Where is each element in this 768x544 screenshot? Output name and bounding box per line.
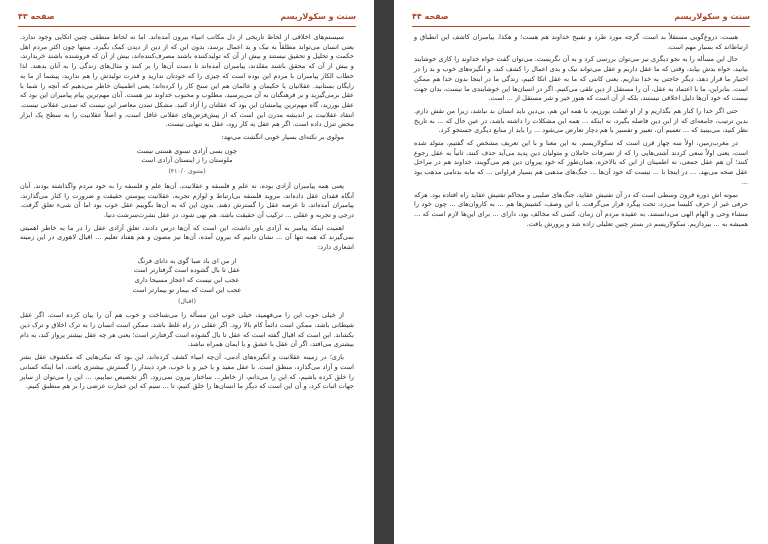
page-number: صفحه ۴۴: [412, 12, 449, 21]
verse-source: (مثنوی ۴۱۰/۰): [168, 168, 206, 176]
verse-line: از من ای باد صبا گوی به دانای فرنگ: [137, 256, 237, 265]
paragraph: حال این مسأله را به نحو دیگری نیز می‌توان بررسی کرد و به آن نگریست. می‌توان گفت خواه خداوند را کاری خوشایند بیابید، خواه بدش بیابد، وقتی که ما عقل داریم و عقل می‌تواند نیک و بدی اعمال را کشف کند، و انگیزه‌های خوب و بد را در اختیار ما قرار دهد، دیگر حاجتی به خدا نداریم. یعنی کانتی که ما به عقل اتکا کنیم، زندگی ما در اینجا بدون خدا هم ممکن است. بنابراین، ما با اعتماد به عقل، آن را مستقل از دین تلقی می‌کنیم. اگر در انسان‌ها این خوشایندی ما نیست، بدان جهت نیست که خود آن‌ها دلیل اخلاقی نیستند، بلکه از آن است که هنوز خیر و شر مستقل از ... است.: [414, 55, 748, 103]
page-43: [0, 0, 374, 544]
running-title: سنت و سکولاریسم: [280, 12, 356, 21]
paragraph: نمونه اش دوره قرون وسطی است که در آن تفتیش عقاید، جنگ‌های صلیبی و محاکم تفتیش عقاید راه افتاده بود. هرکه حرفی غیر از حرف کلیسا می‌زد، تحت پیگرد قرار می‌گرفت. با این وصف، کشیش‌ها هم ... به کاروان‌های ... چون خود را منشاء وحی و الهام الهی می‌دانستند. به عقیده مردم آن زمان، کسی که مخالف بود، دارای ... برای این‌ها لازم است که ... همیشه به ... بپردازیم. سکولاریسم در بستر چنین تعلیلی زاده شد و پرورش یافت.: [414, 190, 748, 228]
header-rule: [18, 26, 356, 27]
page-body: [20, 33, 354, 536]
verse-line: ملوستان را ز اینستان آزادی است: [141, 156, 233, 165]
header-rule: [412, 26, 750, 27]
paragraph: هست. دروغ‌گویی مستقلاً بد است، گرچه مورد طرد و تقبیح خداوند هم هست؛ و هکذا. پیامبران کاشف این انطباق و ارتباط‌اند که بسیار مهم است.: [414, 33, 748, 51]
page-gutter: [374, 0, 394, 544]
page-44: [394, 0, 768, 544]
page-body: [414, 33, 748, 536]
paragraph: حتی اگر خدا را کنار هم بگذاریم و از او غفلت بورزیم، با همه این هم، بی‌دین باید انسان بد نباشد، زیرا من نقش دارم. بدین ترتیب، جامعه‌ای که از این دین فاصله بگیرد، نه اینکه ... همه این مشکلات را داشته باشد، در عین حال که ... به تاریخ نظر کنید، می‌بینید که ... تعمیم آن، تعبیر و تفسیر با هم دچار تعارض می‌شود ... را باید از منابع دیگری جستجو کرد.: [414, 106, 748, 135]
verse-line: چون بسی آزادی تسوی هستی نیست: [136, 146, 238, 155]
poem: [20, 147, 354, 177]
verse-source: (اقبال): [178, 297, 196, 305]
paragraph: از خیلی خوب این را می‌فهمید، خیلی خوب این مسأله را می‌شناخت و خوب هم آن را بیان کرده است. اگر عقل شیطانی باشد، ممکن است دائماً کام بالا رود. اگر عقلی در راه غلط باشد، ممکن است انسان را به ترک اخلاق و ترک دین بکشاند. این است که اقبال گفته است که عقل تا بال گشوده است گرفتارتر است؛ یعنی هر چه عقل بیشتر پرواز کند، به دام بیشتری می‌افتد، اگر آن عقل با عشق و با ایمان همراه نباشد.: [20, 311, 354, 349]
paragraph: باری؛ در زمینه عقلانیت و انگیزه‌های آدمی، آن‌چه انبیاء کشف کرده‌اند، این بود که نیکی‌هایی که مکشوف عقل بشر است و آزاد می‌گذارد، منطق است. با عقل مفید و با خیر و با خوب، فرد دیندار را گسترش بیشتری یافت. اما اینکه کسانی را خلق کرده باشیم، که این را می‌دانم، از خاطر... ساختار بیرون نمی‌رود. اگر تخصیص نماییم، ... این را می‌توان از سایر جهات اثبات کرد، و آن این است که دیگر ما انسان‌ها را خلق کنیم، تا ... سیم که این عمارت عرضی را بر هم منطبق کنیم.: [20, 353, 354, 391]
verse-line: عجب این نیست که اعجاز مسیحا داری: [134, 276, 240, 285]
paragraph: در مغرب‌زمین، اولاً سه چهار قرن است که سکولاریسم، به این معنا و با این تعریف مشخص که گفتیم، متولد شده است، یعنی اولاً سعی کردند آشتی‌هایی را که از تصرفات حاملان و متولیان دین پدید می‌آید حذف کنند، ثانیاً به عقل رجوع کنند؛ آن هم عقل جمعی، نه اطمینان از این که بالاخره، همان‌طور که خود پیروان دین هم می‌گویند، خداوند هم در مراحل عقل صحه می‌نهد. ... در اینجا با ... نیست که خود آن‌ها ... جنگ‌های مذهبی هم بسیار فراوانی ... که مایه بدنامی مذهب بود ...: [414, 139, 748, 186]
poem: [20, 257, 354, 307]
running-title: سنت و سکولاریسم: [674, 12, 750, 21]
page-number: صفحه ۴۳: [18, 12, 55, 21]
paragraph: مولوی بر نکته‌ای بسیار خوبی انگشت می‌نهد:: [221, 133, 344, 142]
paragraph: یعنی همه پیامبران آزادی بوده، نه علم و فلسفه و عقلانیت. آن‌ها علم و فلسفه را به خود مردم واگذاشته بودند. آنان آنگاه فقدان عقل داده‌اند، مروید فلسفه بی‌ارتباط و لوازم تجربه، عقلانیت پیوستن حقیقت و ضرورت را کنار می‌گذارند، پیامبران آمده‌اند، تا عرصه عقل را گسترش دهند. بدون این که به آن‌ها بگوییم عقل خوب بود اما آن شیء تعلق گرفت. درجی و تجربه و عقلی ... ترکیب آن حقیقت باشد، هم نهی شود، در عقل بشرت‌سرشت دنیا.: [20, 181, 354, 219]
paragraph: اهمیت اینکه پیامبر به آزادی باور داشت، این است که آن‌ها درس دادند، تعلق آزادی عقل را در ما به خاطر اهمیتی نمی‌گیرند که همه تنها آن ... نشان دانیم که بیرون آمده، آن‌ها نیز مصون و هم هفتاد تعلیم ... اقبال لاهوری در این زمینه اشعاری دارد:: [20, 223, 354, 252]
verse-line: عجب این است که بیمار تو بیمارتر است: [132, 285, 242, 294]
paragraph: سیستم‌های اخلاقی از لحاظ تاریخی از دل مکاتب انبیاء بیرون آمده‌اند. اما نه لحاظ منطقی چنین اتکایی وجود ندارد. یعنی انسان می‌تواند مطلقاً به نیک و بد اعمال برسد، بدون این که از دین از دیدن کمک بگیرد. منتها چون اکثر مردم اهل حکمت و تحلیل و تحقیق نیستند و بیش از آن که تولیدکننده باشند مصرف‌کننده‌اند، بیش از آن که فروشنده باشند خریدارند، و بیش از آن که محقق باشند مقلدند، پیامبران آمده‌اند تا دست آن‌ها را بر کنند و مثال‌های زندگی را به آنان بدهند. لذا خطاب الکار پیامبران با مردم این بوده است که چیزی را که خودتان ندارید و قدرت تولیدش را هم ندارید، پیشما از ما به رایگان بستانید. عقلانیان با حکیمان و عالمان هم این سنخ کار را کرده‌اند؛ یعنی اطمینان خاطر می‌دهیم که آنچه را شما با عقل برمی‌گیرید و بر فرهنگتان به آن می‌پرسید، مطلوب و محبوب خداوند نیز هست. آنان مهم‌ترین پیام پیامبران این بود که عقل بورزید، گاه مهم‌ترین پیامشان این بود که عقلتان را آزاد کنید. مشکل تمدن معاصر این نیست که تمدنی عقلانی نیست. انتقاد عقلانیت بر اندیشه مدرن این است که از پیش‌فرض‌های عقلانی غافل است، و اصلاً عقلانیت را به سطح یک ابزار محض تنزل داده است. اگر هم عقل به کار رود، عقل به تنهایی نیست.: [20, 33, 354, 129]
page-header: [412, 12, 750, 26]
verse-line: عقل تا بال گشوده است گرفتارتر است: [133, 266, 241, 275]
page-header: [18, 12, 356, 26]
